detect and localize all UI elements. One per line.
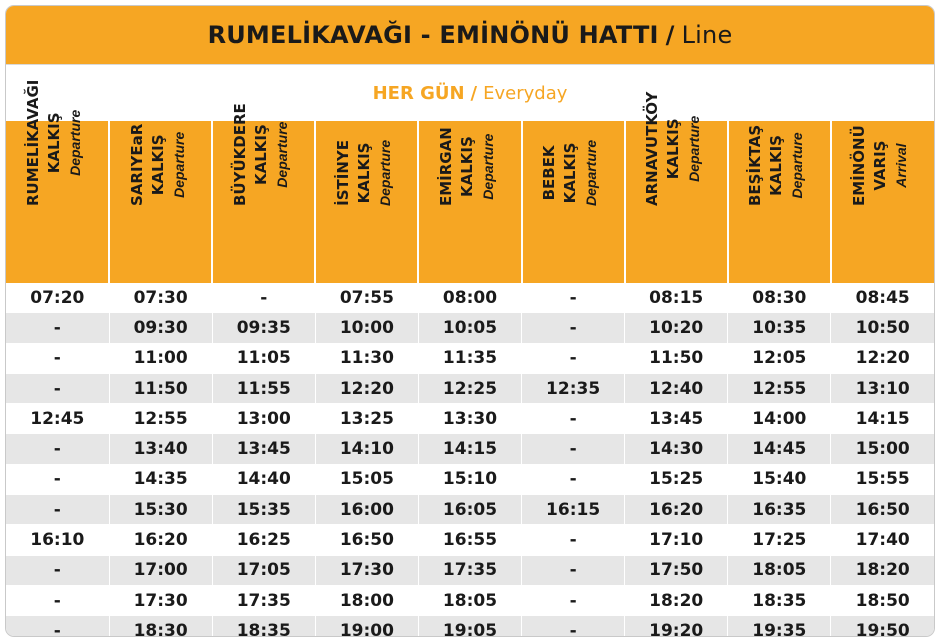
time-cell: 15:35: [212, 495, 315, 525]
time-cell: 13:10: [831, 373, 934, 403]
time-cell: -: [522, 343, 625, 373]
table-row: [6, 343, 934, 373]
time-cell: 10:50: [831, 313, 934, 343]
column-action: KALKIŞ: [45, 112, 64, 174]
time-cell: 14:30: [625, 434, 728, 464]
time-cell: 18:05: [728, 555, 831, 585]
column-header: [831, 121, 934, 283]
time-cell: 13:40: [109, 434, 212, 464]
time-cell: -: [522, 283, 625, 313]
column-action: KALKIŞ: [148, 134, 167, 196]
column-header: [522, 121, 625, 283]
column-header-label: [539, 140, 602, 206]
column-action-english: Departure: [67, 109, 84, 176]
time-cell: 16:55: [418, 525, 521, 555]
time-cell: -: [522, 555, 625, 585]
time-cell: 15:00: [831, 434, 934, 464]
line-title-slash: /: [665, 21, 675, 49]
column-station-name: BEŞİKTAŞ: [746, 124, 765, 206]
column-action-english: Arrival: [892, 143, 909, 188]
column-header-label: [849, 125, 912, 206]
time-cell: 18:20: [625, 585, 728, 615]
time-cell: 12:25: [418, 373, 521, 403]
column-action-english: Departure: [583, 139, 600, 206]
time-cell: 11:50: [625, 343, 728, 373]
column-header-label: [436, 127, 499, 206]
time-cell: 09:35: [212, 313, 315, 343]
time-cell: 12:20: [831, 343, 934, 373]
time-cell: 19:05: [418, 616, 521, 637]
time-cell: 07:20: [6, 283, 109, 313]
table-row: [6, 525, 934, 555]
column-header-label: [23, 80, 86, 206]
column-station-name: ARNAVUTKÖY: [643, 91, 662, 206]
time-cell: 13:25: [315, 404, 418, 434]
time-cell: 14:15: [831, 404, 934, 434]
time-cell: 18:00: [315, 585, 418, 615]
time-cell: 09:30: [109, 313, 212, 343]
time-cell: 16:15: [522, 495, 625, 525]
time-cell: -: [6, 343, 109, 373]
column-action: KALKIŞ: [767, 135, 786, 196]
time-cell: 15:55: [831, 464, 934, 494]
time-cell: 16:20: [109, 525, 212, 555]
time-cell: 11:50: [109, 373, 212, 403]
time-cell: 08:15: [625, 283, 728, 313]
time-cell: 19:00: [315, 616, 418, 637]
line-title-name: RUMELİKAVAĞI - EMİNÖNÜ HATTI: [207, 21, 659, 49]
column-header-label: [642, 92, 705, 206]
time-cell: 17:30: [315, 555, 418, 585]
time-cell: 16:05: [418, 495, 521, 525]
column-station-name: SARIYEaR: [127, 123, 146, 206]
table-row: [6, 434, 934, 464]
schedule-day-slash: /: [470, 82, 478, 104]
column-action: KALKIŞ: [457, 136, 476, 198]
time-cell: 10:35: [728, 313, 831, 343]
timetable-body: [6, 283, 934, 637]
time-cell: 17:25: [728, 525, 831, 555]
time-cell: -: [6, 464, 109, 494]
time-cell: 17:30: [109, 585, 212, 615]
column-header: [6, 79, 109, 283]
time-cell: 18:30: [109, 616, 212, 637]
column-action-english: Departure: [376, 139, 393, 206]
time-cell: 17:10: [625, 525, 728, 555]
time-cell: -: [6, 373, 109, 403]
time-cell: 18:05: [418, 585, 521, 615]
column-action: KALKIŞ: [354, 142, 373, 204]
column-header: [315, 121, 418, 283]
time-cell: 14:45: [728, 434, 831, 464]
time-cell: 13:30: [418, 404, 521, 434]
time-cell: 16:25: [212, 525, 315, 555]
column-header: [109, 121, 212, 283]
table-row: [6, 585, 934, 615]
time-cell: 17:35: [212, 585, 315, 615]
time-cell: 12:40: [625, 373, 728, 403]
time-cell: 19:50: [831, 616, 934, 637]
table-row: [6, 404, 934, 434]
time-cell: 16:50: [315, 525, 418, 555]
time-cell: 18:50: [831, 585, 934, 615]
column-action-english: Departure: [273, 121, 290, 188]
column-station-name: BEBEK: [540, 145, 559, 201]
time-cell: 18:20: [831, 555, 934, 585]
time-cell: 14:10: [315, 434, 418, 464]
schedule-day-english: Everyday: [483, 82, 568, 104]
column-station-name: BÜYÜKDERE: [230, 103, 249, 206]
column-header-label: [230, 103, 293, 206]
time-cell: 12:55: [728, 373, 831, 403]
time-cell: 12:20: [315, 373, 418, 403]
time-cell: -: [522, 313, 625, 343]
line-title: [6, 6, 934, 64]
column-header: [625, 91, 728, 283]
time-cell: 12:35: [522, 373, 625, 403]
timetable-card: [5, 5, 935, 637]
time-cell: 10:20: [625, 313, 728, 343]
time-cell: -: [522, 585, 625, 615]
time-cell: 17:35: [418, 555, 521, 585]
time-cell: 14:35: [109, 464, 212, 494]
column-header: [212, 103, 315, 283]
column-header: [728, 121, 831, 283]
column-station-name: İSTİNYE: [333, 140, 352, 206]
table-row: [6, 616, 934, 637]
time-cell: 15:05: [315, 464, 418, 494]
time-cell: 15:25: [625, 464, 728, 494]
time-cell: 11:00: [109, 343, 212, 373]
schedule-day-turkish: HER GÜN: [372, 82, 465, 104]
time-cell: 13:45: [212, 434, 315, 464]
time-cell: 14:15: [418, 434, 521, 464]
time-cell: -: [6, 495, 109, 525]
time-cell: 11:30: [315, 343, 418, 373]
time-cell: 17:05: [212, 555, 315, 585]
time-cell: 11:35: [418, 343, 521, 373]
time-cell: 13:45: [625, 404, 728, 434]
time-cell: -: [522, 616, 625, 637]
time-cell: -: [6, 585, 109, 615]
time-cell: -: [6, 555, 109, 585]
column-action-english: Departure: [479, 133, 496, 200]
time-cell: 16:50: [831, 495, 934, 525]
time-cell: -: [522, 434, 625, 464]
time-cell: 19:35: [728, 616, 831, 637]
time-cell: 08:45: [831, 283, 934, 313]
timetable-header-row: [6, 121, 934, 283]
time-cell: -: [6, 313, 109, 343]
time-cell: 08:30: [728, 283, 831, 313]
time-cell: 07:55: [315, 283, 418, 313]
time-cell: 12:55: [109, 404, 212, 434]
time-cell: 19:20: [625, 616, 728, 637]
column-station-name: EMİNÖNÜ: [849, 125, 868, 206]
time-cell: 18:35: [212, 616, 315, 637]
column-header: [418, 121, 521, 283]
time-cell: 11:05: [212, 343, 315, 373]
time-cell: 10:05: [418, 313, 521, 343]
time-cell: 18:35: [728, 585, 831, 615]
time-cell: 07:30: [109, 283, 212, 313]
time-cell: 12:05: [728, 343, 831, 373]
time-cell: 15:40: [728, 464, 831, 494]
time-cell: 16:00: [315, 495, 418, 525]
line-title-english: Line: [681, 21, 733, 49]
time-cell: -: [522, 464, 625, 494]
time-cell: 15:30: [109, 495, 212, 525]
time-cell: 08:00: [418, 283, 521, 313]
time-cell: -: [522, 525, 625, 555]
column-action-english: Departure: [170, 131, 187, 198]
time-cell: 16:10: [6, 525, 109, 555]
time-cell: 11:55: [212, 373, 315, 403]
column-action: VARIŞ: [870, 140, 889, 191]
table-row: [6, 555, 934, 585]
time-cell: -: [6, 616, 109, 637]
time-cell: 14:40: [212, 464, 315, 494]
time-cell: 17:40: [831, 525, 934, 555]
time-cell: 12:45: [6, 404, 109, 434]
time-cell: 13:00: [212, 404, 315, 434]
table-row: [6, 464, 934, 494]
time-cell: -: [522, 404, 625, 434]
column-header-label: [333, 140, 396, 206]
column-action: KALKIŞ: [251, 124, 270, 186]
column-header-label: [127, 124, 190, 206]
column-action-english: Departure: [686, 115, 703, 182]
time-cell: 17:00: [109, 555, 212, 585]
time-cell: 16:35: [728, 495, 831, 525]
table-row: [6, 313, 934, 343]
time-cell: 15:10: [418, 464, 521, 494]
time-cell: 10:00: [315, 313, 418, 343]
column-action: KALKIŞ: [561, 142, 580, 204]
time-cell: 16:20: [625, 495, 728, 525]
column-station-name: RUMELİKAVAĞI: [24, 79, 43, 206]
time-cell: -: [6, 434, 109, 464]
column-action: KALKIŞ: [664, 118, 683, 180]
schedule-day-label: [6, 64, 934, 121]
table-row: [6, 373, 934, 403]
column-action-english: Departure: [789, 132, 806, 199]
column-station-name: EMİRGAN: [436, 127, 455, 206]
table-row: [6, 283, 934, 313]
time-cell: 17:50: [625, 555, 728, 585]
time-cell: -: [212, 283, 315, 313]
table-row: [6, 495, 934, 525]
time-cell: 14:00: [728, 404, 831, 434]
column-header-label: [745, 125, 808, 206]
